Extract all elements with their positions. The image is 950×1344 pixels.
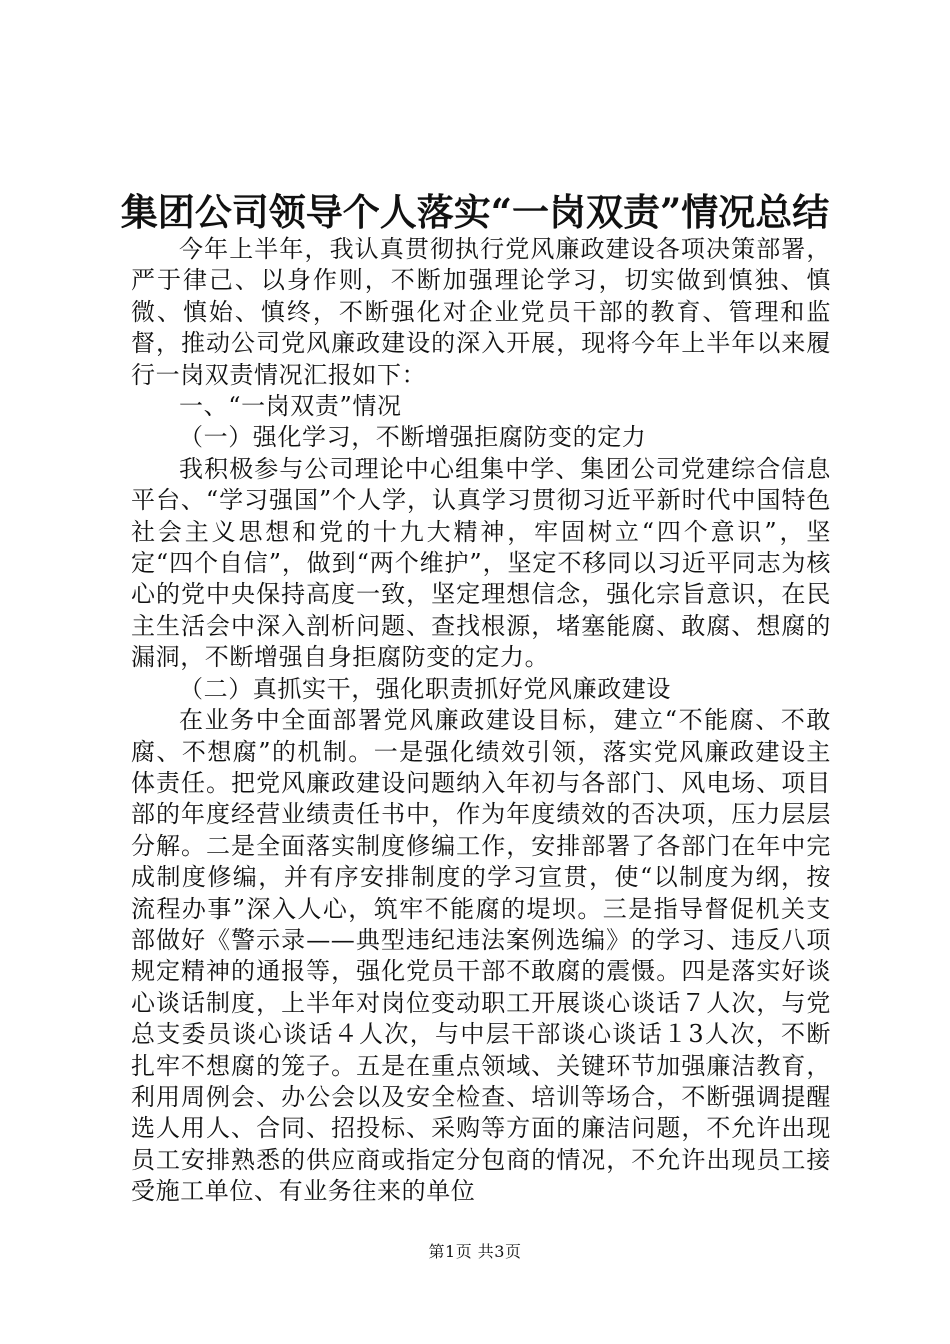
paragraph-study: 我积极参与公司理论中心组集中学、集团公司党建综合信息平台、“学习强国”个人学，认真学习贯彻习近平新时代中国特色社会主义思想和党的十九大精神，牢固树立“四个意识”，坚定“四个自信”，做到“两个维护”，坚定不移同以习近平同志为核心的党中央保持高度一致，坚定理想信念，强化宗旨意识，在民主生活会中深入剖析问题、查找根源，堵塞能腐、敢腐、想腐的漏洞，不断增强自身拒腐防变的定力。 xyxy=(131,454,831,672)
document-body xyxy=(131,234,831,1208)
document-title: 集团公司领导个人落实“一岗双责”情况总结 xyxy=(120,190,830,234)
subsection-heading-1: （一）强化学习，不断增强拒腐防变的定力 xyxy=(179,423,647,452)
subsection-heading-2: （二）真抓实干，强化职责抓好党风廉政建设 xyxy=(179,674,671,703)
page-number: 第1页 共3页 xyxy=(428,1242,522,1261)
section-heading-1: 一、“一岗双责”情况 xyxy=(179,392,402,421)
paragraph-intro: 今年上半年，我认真贯彻执行党风廉政建设各项决策部署，严于律己、以身作则，不断加强理论学习，切实做到慎独、慎微、慎始、慎终，不断强化对企业党员干部的教育、管理和监督，推动公司党风廉政建设的深入开展，现将今年上半年以来履行一岗双责情况汇报如下： xyxy=(131,235,831,389)
paragraph-measures: 在业务中全面部署党风廉政建设目标，建立“不能腐、不敢腐、不想腐”的机制。一是强化绩效引领，落实党风廉政建设主体责任。把党风廉政建设问题纳入年初与各部门、风电场、项目部的年度经营业绩责任书中，作为年度绩效的否决项，压力层层分解。二是全面落实制度修编工作，安排部署了各部门在年中完成制度修编，并有序安排制度的学习宣贯，使“以制度为纲，按流程办事”深入人心，筑牢不能腐的堤坝。三是指导督促机关支部做好《警示录——典型违纪违法案例选编》的学习、违反八项规定精神的通报等，强化党员干部不敢腐的震慑。四是落实好谈心谈话制度，上半年对岗位变动职工开展谈心谈话７人次，与党总支委员谈心谈话４人次，与中层干部谈心谈话１3人次，不断扎牢不想腐的笼子。五是在重点领域、关键环节加强廉洁教育，利用周例会、办公会以及安全检查、培训等场合，不断强调提醒选人用人、合同、招投标、采购等方面的廉洁问题，不允许出现员工安排熟悉的供应商或指定分包商的情况，不允许出现员工接受施工单位、有业务往来的单位 xyxy=(131,706,831,1206)
